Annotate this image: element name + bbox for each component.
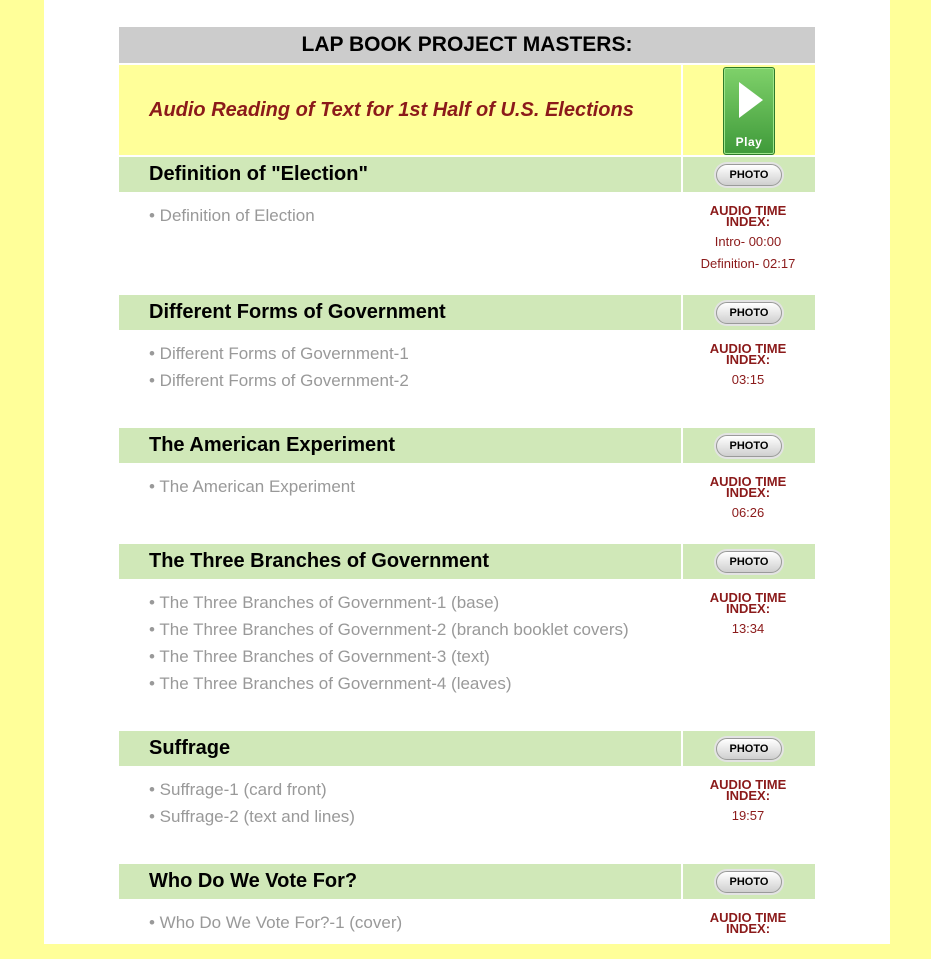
master-link[interactable]: • Different Forms of Government-1	[149, 344, 409, 363]
section-title: The Three Branches of Government	[149, 550, 490, 572]
master-link[interactable]: • The Three Branches of Government-2 (branch booklet covers)	[149, 620, 629, 639]
masters-table	[119, 27, 815, 959]
audio-time-index-label: AUDIO TIME INDEX:	[709, 777, 787, 803]
section-header	[119, 295, 815, 330]
photo-button[interactable]: PHOTO	[716, 551, 782, 573]
master-link[interactable]: • Suffrage-2 (text and lines)	[149, 807, 355, 826]
audio-time-index-label: AUDIO TIME INDEX:	[709, 474, 787, 500]
audio-timestamp: 06:26	[731, 505, 765, 520]
audio-time-index	[681, 330, 815, 426]
section-title: Who Do We Vote For?	[149, 870, 358, 892]
master-link[interactable]: • The Three Branches of Government-1 (base)	[149, 593, 500, 612]
section-title: The American Experiment	[149, 434, 396, 456]
section-title: Suffrage	[149, 737, 231, 759]
section-title: Definition of "Election"	[149, 163, 368, 185]
play-button[interactable]	[723, 67, 775, 155]
audio-time-index	[681, 899, 815, 959]
master-link[interactable]: • Who Do We Vote For?-1 (cover)	[149, 913, 403, 932]
audio-timestamp: 03:15	[731, 372, 765, 387]
audio-time-index	[681, 579, 815, 729]
photo-button[interactable]: PHOTO	[716, 302, 782, 324]
audio-timestamp: 13:34	[731, 621, 765, 636]
section-header	[119, 428, 815, 463]
audio-timestamp: Intro- 00:00	[714, 234, 782, 249]
audio-timestamp: 19:57	[731, 808, 765, 823]
section-header	[119, 864, 815, 899]
master-link[interactable]: • The American Experiment	[149, 477, 355, 496]
photo-button[interactable]: PHOTO	[716, 435, 782, 457]
section-title: Different Forms of Government	[149, 301, 446, 323]
section-body	[119, 192, 815, 293]
master-link[interactable]: • The Three Branches of Government-4 (leaves)	[149, 674, 512, 693]
section-body	[119, 463, 815, 542]
section-header	[119, 544, 815, 579]
photo-button[interactable]: PHOTO	[716, 871, 782, 893]
audio-reading-title: Audio Reading of Text for 1st Half of U.S. Elections	[149, 98, 634, 121]
section-header	[119, 731, 815, 766]
section-body	[119, 579, 815, 729]
section-items	[119, 766, 681, 862]
master-link[interactable]: • The Three Branches of Government-3 (text)	[149, 647, 490, 666]
audio-time-index-label: AUDIO TIME INDEX:	[709, 203, 787, 229]
section-items	[119, 899, 681, 959]
section-items	[119, 463, 681, 542]
master-link[interactable]: • Different Forms of Government-2	[149, 371, 409, 390]
audio-time-index	[681, 463, 815, 542]
master-link[interactable]: • Suffrage-1 (card front)	[149, 780, 327, 799]
audio-time-index-label: AUDIO TIME INDEX:	[709, 341, 787, 367]
audio-time-index-label: AUDIO TIME INDEX:	[709, 590, 787, 616]
page-title: LAP BOOK PROJECT MASTERS:	[119, 27, 815, 63]
master-link[interactable]: • Definition of Election	[149, 206, 315, 225]
audio-row	[119, 65, 815, 155]
section-items	[119, 330, 681, 426]
section-body	[119, 766, 815, 862]
photo-button[interactable]: PHOTO	[716, 738, 782, 760]
sections-list	[119, 157, 815, 959]
play-label: Play	[735, 135, 763, 149]
section-items	[119, 579, 681, 729]
audio-time-index-label: AUDIO TIME INDEX:	[709, 910, 787, 936]
photo-button[interactable]: PHOTO	[716, 164, 782, 186]
play-icon	[739, 82, 763, 118]
section-header	[119, 157, 815, 192]
section-items	[119, 192, 681, 293]
audio-timestamp: Definition- 02:17	[700, 256, 796, 271]
audio-time-index	[681, 192, 815, 293]
section-body	[119, 899, 815, 959]
audio-time-index	[681, 766, 815, 862]
section-body	[119, 330, 815, 426]
page-content	[44, 0, 890, 944]
